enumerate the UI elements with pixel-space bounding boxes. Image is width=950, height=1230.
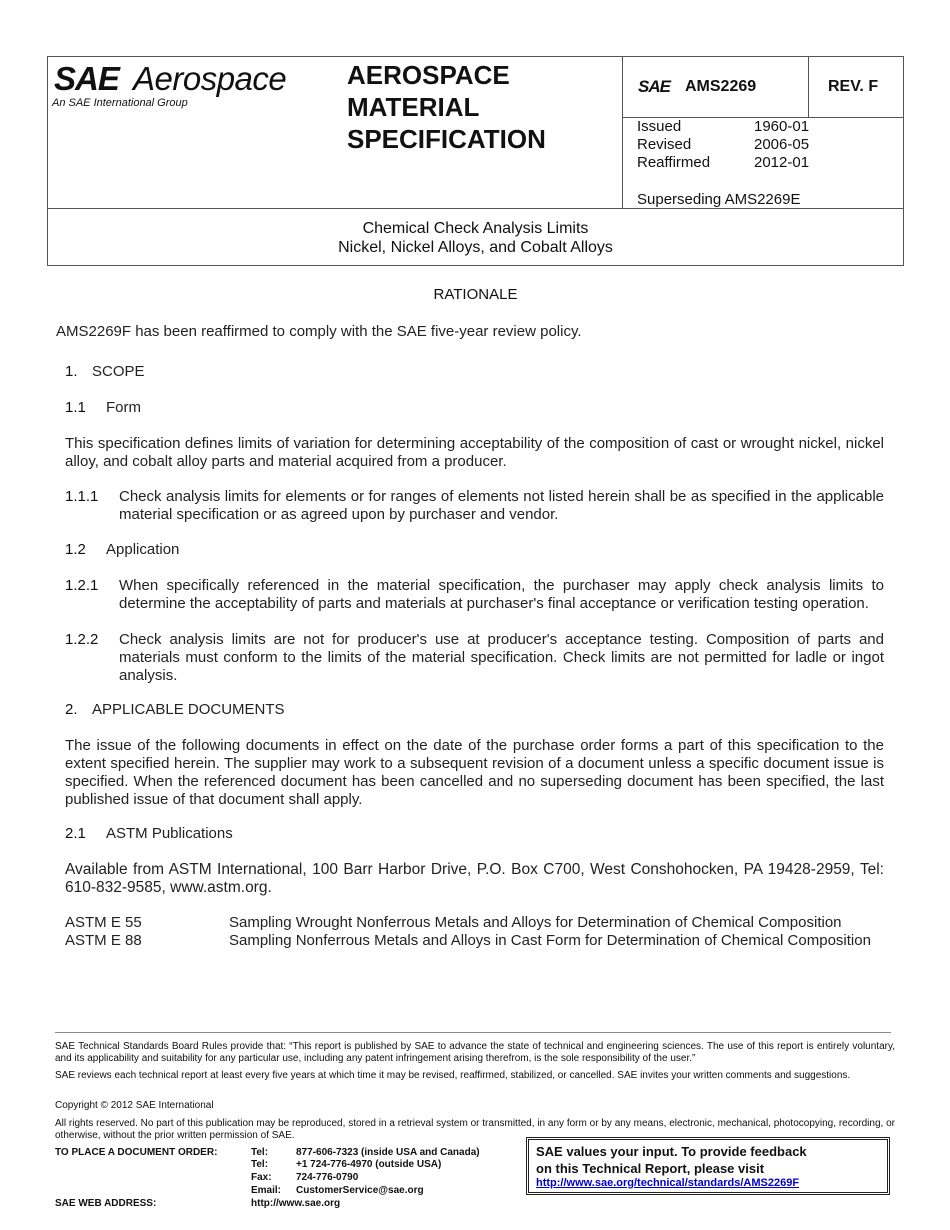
sae-mini-logo: SAE xyxy=(638,77,670,96)
paragraph: Available from ASTM International, 100 Barr Harbor Drive, P.O. Box C700, West Conshohocken, PA 19428-2959, Tel: 610-832-9585, www.astm.org. xyxy=(65,861,884,896)
contact-label: Tel: xyxy=(251,1147,269,1158)
date-history xyxy=(637,118,809,172)
web-address-label: SAE WEB ADDRESS: xyxy=(55,1198,157,1209)
contact-label: Email: xyxy=(251,1185,282,1196)
web-address-link[interactable]: http://www.sae.org xyxy=(251,1198,341,1209)
paragraph: Check analysis limits are not for producer's use at producer's acceptance testing. Composition of parts and materials must conform to the limits of the material specification. Check limits are not permitted for ladle or ingot analysis. xyxy=(119,631,884,684)
document-type: AEROSPACE MATERIAL SPECIFICATION xyxy=(347,60,546,154)
section-number: 1.1 xyxy=(65,399,86,416)
paragraph: The issue of the following documents in effect on the date of the purchase order forms a part of this specification to the extent specified herein. The supplier may work to a subsequent revision of a document unless a specific document issue is specified. When the referenced document has been cancelled and no superseding document has been specified, the last published issue of that document shall apply. xyxy=(65,737,884,808)
section-number: 1.2 xyxy=(65,541,86,558)
order-label: TO PLACE A DOCUMENT ORDER: xyxy=(55,1147,218,1158)
section-heading: Form xyxy=(106,399,141,416)
reference-id: ASTM E 55 xyxy=(65,914,142,931)
section-number: 1.2.2 xyxy=(65,631,99,648)
logo-subtitle: An SAE International Group xyxy=(52,97,188,109)
section-heading: APPLICABLE DOCUMENTS xyxy=(92,701,285,718)
reference-title: Sampling Nonferrous Metals and Alloys in Cast Form for Determination of Chemical Composition xyxy=(229,932,871,949)
header-divider xyxy=(622,56,623,209)
feedback-box xyxy=(526,1137,890,1195)
rationale-heading: RATIONALE xyxy=(433,286,518,303)
feedback-text: SAE values your input. To provide feedback xyxy=(536,1144,807,1159)
contact-label: Fax: xyxy=(251,1172,272,1183)
email-link[interactable]: CustomerService@sae.org xyxy=(296,1185,424,1196)
section-number: 2. xyxy=(65,701,78,718)
date-row: Issued 1960-01 xyxy=(637,118,810,135)
contact-label: Tel: xyxy=(251,1159,269,1170)
section-heading: SCOPE xyxy=(92,363,145,380)
section-number: 1. xyxy=(65,363,78,380)
section-number: 1.1.1 xyxy=(65,488,99,505)
aerospace-logo-text: Aerospace xyxy=(133,60,287,97)
footer-divider xyxy=(55,1032,891,1033)
date-row: Reaffirmed 2012-01 xyxy=(637,154,810,171)
rationale-text: AMS2269F has been reaffirmed to comply with the SAE five-year review policy. xyxy=(56,323,582,340)
section-number: 1.2.1 xyxy=(65,577,99,594)
paragraph: When specifically referenced in the material specification, the purchaser may apply check analysis limits to determine the acceptability of parts and materials at purchaser's final acceptance or verification testing operation. xyxy=(119,577,884,612)
feedback-link[interactable]: http://www.sae.org/technical/standards/AMS2269F xyxy=(536,1177,800,1189)
contact-value: 877-606-7323 (inside USA and Canada) xyxy=(296,1147,480,1158)
document-number: AMS2269 xyxy=(685,78,757,95)
date-row: Revised 2006-05 xyxy=(637,136,810,153)
superseding-note: Superseding AMS2269E xyxy=(637,191,801,208)
footer-disclaimer: SAE Technical Standards Board Rules provide that: “This report is published by SAE to advance the state of technical and engineering sciences. The use of this report is entirely voluntary, and its applicability and suitability for any particular use, including any patent infringement arising therefrom, is the sole responsibility of the user.” xyxy=(55,1041,895,1064)
footer-review-note: SAE reviews each technical report at least every five years at which time it may be revised, reaffirmed, stabilized, or cancelled. SAE invites your written comments and suggestions. xyxy=(55,1070,851,1081)
contact-value: 724-776-0790 xyxy=(296,1172,359,1183)
contact-value: +1 724-776-4970 (outside USA) xyxy=(296,1159,442,1170)
section-number: 2.1 xyxy=(65,825,86,842)
section-heading: ASTM Publications xyxy=(106,825,233,842)
paragraph: This specification defines limits of variation for determining acceptability of the composition of cast or wrought nickel, nickel alloy, and cobalt alloy parts and material acquired from a producer. xyxy=(65,435,884,470)
document-title: Chemical Check Analysis Limits Nickel, Nickel Alloys, and Cobalt Alloys xyxy=(338,220,613,256)
reference-title: Sampling Wrought Nonferrous Metals and Alloys for Determination of Chemical Composition xyxy=(229,914,842,931)
section-heading: Application xyxy=(106,541,180,558)
revision-label: REV. F xyxy=(828,78,879,95)
reference-id: ASTM E 88 xyxy=(65,932,142,949)
paragraph: Check analysis limits for elements or for ranges of elements not listed herein shall be as specified in the applicable material specification or as agreed upon by purchaser and vendor. xyxy=(119,488,884,523)
header-divider xyxy=(47,208,904,209)
sae-logo: SAE xyxy=(54,60,119,97)
copyright: Copyright © 2012 SAE International xyxy=(55,1100,214,1111)
feedback-text: on this Technical Report, please visit xyxy=(536,1161,765,1176)
header-divider xyxy=(808,56,809,118)
rights-notice: All rights reserved. No part of this publication may be reproduced, stored in a retrieval system or transmitted, in any form or by any means, electronic, mechanical, photocopying, recording, or otherwise, without the prior written permission of SAE. xyxy=(55,1118,895,1141)
